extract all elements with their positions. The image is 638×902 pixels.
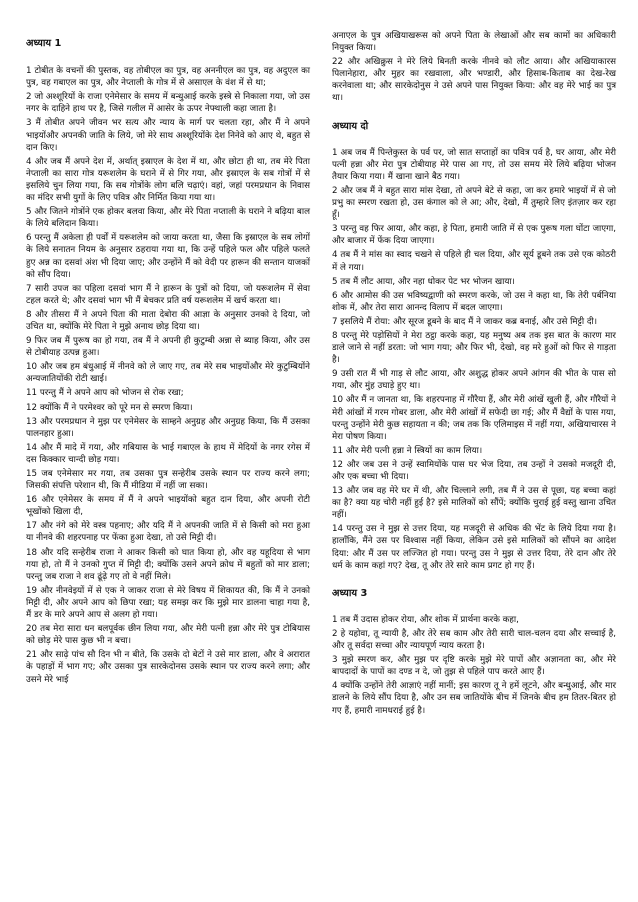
verse: 5 और जितने गोत्रोंने एक होकर बलवा किया, और मेरे पिता नप्ताली के घराने ने बढ़िया बाल के लिये बलिदान किया। (26, 207, 310, 230)
verse: 1 टोबीत के वचनों की पुस्तक, वह तोबीएल का पुत्र, वह अननीएल का पुत्र, वह अदुएल का पुत्र, वह गबाएल का पुत्र, और नेप्ताली के गोत्र में से असाएल के वंश में से था; (26, 66, 310, 89)
verse: 21 और साढ़े पांच सौ दिन भी न बीते, कि उसके दो बेटों ने उसे मार डाला, और वे अरारात के पहाड़ों में भाग गए; और उसका पुत्र सारकेदोनस उसके स्थान पर राज्य करने लगा; और उसने मेरे भाई (26, 650, 310, 685)
verse: 7 इसलिये मैं रोया: और सूरज डूबने के बाद मैं ने जाकर कब्र बनाई, और उसे मिट्टी दी। (332, 316, 598, 327)
chapter-1-heading: अध्याय 1 (26, 38, 62, 49)
right-column (332, 30, 616, 880)
verse: 2 जो अश्शूरियों के राजा एनेमेसार के समय में बन्धुआई करके इस्त्रे से निकाला गया, जो उस नगर के दाहिने हाथ पर है, जिसे गलील में आसेर के ऊपर नेफ्थाली कहा जाता है। (26, 92, 310, 115)
verse: 20 तब मेरा सारा धन बलपूर्वक छीन लिया गया, और मेरी पत्नी हन्ना और मेरे पुत्र टोबियास को छोड़ मेरे पास कुछ भी न बचा। (26, 624, 310, 647)
verse: 1 अब जब मैं पिन्तेकुस्त के पर्व पर, जो सात सप्ताहों का पवित्र पर्व है, घर आया, और मेरी पत्नी हन्ना और मेरा पुत्र टोबीयाह मेरे पास आ गए, तो उस समय मेरे लिये बढ़िया भोजन तैयार किया गया। मैं खाना खाने बैठ गया। (332, 147, 616, 182)
verse: 12 और जब उस ने उन्हें स्वामियोंके पास घर भेज दिया, तब उन्हों ने उसको मजदूरी दी, और एक बच्चा भी दिया। (332, 459, 616, 482)
verse: 10 और मैं न जानता था, कि शहरपनाह में गौरैया हैं, और मेरी आंखें खुली हैं, और गौरैयों ने मेरी आंखों में गरम गोबर डाला, और मेरी आंखों में सफेदी छा गई; और मैं वैद्यों के पास गया, परन्तु उन्होंने मेरी कुछ सहायता न की; जब तक कि एलिमाइस में नहीं गया, अखियाचारस ने मेरा पोषण किया। (332, 395, 616, 442)
verse: 13 और परमप्रधान ने मुझ पर एनेमेसर के साम्हने अनुग्रह और अनुग्रह किया, कि मैं उसका पालनहार हुआ। (26, 416, 310, 439)
chapter-3-verses (332, 614, 616, 717)
verse: 16 और एनेमेसर के समय में मैं ने अपने भाइयोंको बहुत दान दिया, और अपनी रोटी भूखोंको खिला दी, (26, 495, 310, 518)
verse: 15 जब एनेमेसार मर गया, तब उसका पुत्र सन्हेरीब उसके स्थान पर राज्य करने लगा; जिसकी संपत्ति परेशान थी, कि मैं मीडिया में नहीं जा सका। (26, 469, 310, 492)
verse: 19 और नीनवेइयों में से एक ने जाकर राजा से मेरे विषय में शिकायत की, कि मैं ने उनको मिट्टी दी, और अपने आप को छिपा रखा; यह समझ कर कि मुझे मार डालना चाहा गया है, मैं डर के मारे अपने आप से अलग हो गया। (26, 585, 310, 621)
verse: 6 और आमोस की उस भविष्यद्वाणी को स्मरण करके, जो उस ने कहा था, कि तेरी पर्बनिया शोक में, और तेरा सारा आनन्द विलाप में बदल जाएगा। (332, 290, 616, 313)
document-page (26, 30, 616, 880)
verse: 22 और अखिक्रुस ने मेरे लिये बिनती करके नीनवे को लौट आया। और अखियाकारस पिलानेहारा, और मुहर का रखवाला, और भण्डारी, और हिसाब-किताब का देख-रेख करनेवाला था; और सारकेदोनुस ने उसे अपने पास नियुक्त किया: और वह मेरे भाई का पुत्र था। (332, 57, 616, 104)
verse: 3 मुझे स्मरण कर, और मुझ पर दृष्टि करके मुझे मेरे पापों और अज्ञानता का, और मेरे बापदादों के पापों का दण्ड न दे, जो तुझ से पहिले पाप करते आए हैं। (332, 655, 616, 678)
verse: 3 मैं तोबीत अपने जीवन भर सत्य और न्याय के मार्ग पर चलता रहा, और मैं ने अपने भाइयोंऔर अपनकी जाति के लिये, जो मेरे साथ अश्शूरियोंके देश निनेवे को आए थे, बहुत से दान किए। (26, 118, 310, 153)
verse: 4 और जब मैं अपने देश में, अर्थात् इस्राएल के देश में था, और छोटा ही था, तब मेरे पिता नेप्ताली का सारा गोत्र यरूशलेम के घराने में से गिर गया, और इस्राएल के सब गोत्रों में से इसलिये चुन लिया गया, कि सब गोत्रोंके लोग बलि चढ़ाएं। वहां, जहां परमप्रधान के निवास का मंदिर सभी युगों के लिए पवित्र और निर्मित किया गया था। (26, 156, 310, 204)
verse: 2 और जब मैं ने बहुत सारा मांस देखा, तो अपने बेटे से कहा, जा कर हमारे भाइयों में से जो प्रभु का स्मरण रखता हो, उस कंगाल को ले आ; और, देखो, मैं तुम्हारे लिए इंतज़ार कर रहा हूँ। (332, 185, 616, 221)
verse: 11 परन्तु मैं ने अपने आप को भोजन से रोक रखा; (26, 388, 184, 399)
verse: 2 हे यहोवा, तू न्यायी है, और तेरे सब काम और तेरी सारी चाल-चलन दया और सच्चाई है, और तू सर्वदा सच्चा और न्यायपूर्ण न्याय करता है। (332, 628, 616, 652)
verse: 1 तब मैं उदास होकर रोया, और शोक में प्रार्थना करके कहा, (332, 614, 519, 625)
verse: 13 और जब वह मेरे घर में थी, और चिल्लाने लगी, तब मैं ने उस से पूछा, यह बच्चा कहां का है? क्या यह चोरी नहीं हुई है? इसे मालिकों को सौंपें; क्योंकि चुराई हुई वस्तु खाना उचित नहीं। (332, 486, 616, 521)
verse: 14 परन्तु उस ने मुझ से उत्तर दिया, यह मजदूरी से अधिक की भेंट के लिये दिया गया है। हालाँकि, मैंने उस पर विश्वास नहीं किया, लेकिन उसे इसे मालिकों को सौंपने का आदेश दिया: और मैं उस पर लज्जित हो गया। परन्तु उस ने मुझ से उत्तर दिया, तेरे दान और तेरे धर्म के काम कहां गए? देख, तू और तेरे सारे काम प्रगट हो गए हैं। (332, 524, 616, 571)
verse: 8 परन्तु मेरे पड़ोसियों ने मेरा ठट्ठा करके कहा, यह मनुष्य अब तक इस बात के कारण मार डाले जाने से नहीं डरता: जो भाग गया; और फिर भी, देखो, वह मरे हुओं को फिर से गाड़ता है। (332, 330, 616, 366)
left-column (26, 30, 310, 880)
verse: 17 और नंगे को मेरे वस्त्र पहनाए; और यदि मैं ने अपनकी जाति में से किसी को मरा हुआ या नीनवे की शहरपनाह पर फेंका हुआ देखा, तो उसे मिट्टी दी। (26, 521, 310, 544)
verse: 5 तब मैं लौट आया, और नहा धोकर पेट भर भोजन खाया। (332, 276, 515, 287)
chapter-3-heading: अध्याय 3 (332, 587, 368, 599)
verse: 4 क्योंकि उन्होंने तेरी आज्ञाएं नहीं मानीं; इस कारण तू ने हमें लूटने, और बन्धुआई, और मार डालने के लिये सौंप दिया है, और उन सब जातियोंके बीच में जिनके बीच हम तितर-बितर हो गए हैं, हमारी नामधराई हुई है। (332, 681, 616, 716)
verse: 8 और तीसरा मैं ने अपने पिता की माता देबोरा की आज्ञा के अनुसार उनको दे दिया, जो उचित था, क्योंकि मेरे पिता ने मुझे अनाथ छोड़ दिया था। (26, 309, 310, 332)
verse: 12 क्योंकि मैं ने परमेश्वर को पूरे मन से स्मरण किया। (26, 402, 193, 413)
verse: 9 फिर जब मैं पुरूष का हो गया, तब मैं ने अपनी ही कुटुम्बी अन्ना से ब्याह किया, और उस से टोबीयाह उत्पन्न हुआ। (26, 336, 310, 359)
verse: 9 उसी रात मैं भी गाड़ से लौट आया, और अशुद्ध होकर अपने आंगन की भीत के पास सो गया, और मुंह उघाड़े हुए था। (332, 369, 616, 392)
verse: 3 परन्तु वह फिर आया, और कहा, हे पिता, हमारी जाति में से एक पुरूष गला घोंटा जाएगा, और बाजार में फेंक दिया जाएगा। (332, 224, 616, 247)
chapter-2-heading: अध्याय दो (332, 120, 369, 132)
chapter-1-continuation (332, 30, 616, 105)
verse: 6 परन्तु मैं अकेला ही पर्वों में यरूशलेम को जाया करता था, जैसा कि इस्राएल के सब लोगों के लिये सनातन नियम के अनुसार ठहराया गया था, कि उन्हें पहिले फल और पहिले फलते हुए अन्न का दसवां अंश भी दिया जाए; और उन्होंने मैं को वेदी पर हारून की सन्तान याजकों को सौंप दिया। (26, 233, 310, 280)
verse: 11 और मेरी पत्नी हन्ना ने स्त्रियों का काम लिया। (332, 445, 483, 456)
verse: 4 तब मैं ने मांस का स्वाद चखने से पहिले ही चल दिया, और सूर्य डूबने तक उसे एक कोठरी में ले गया। (332, 250, 616, 273)
verse: 18 और यदि सन्हेरीब राजा ने आकर किसी को घात किया हो, और वह यहूदिया से भाग गया हो, तो मैं ने उनको गुप्त में मिट्टी दी; क्योंकि उसने अपने क्रोध में बहुतों को मार डाला; परन्तु जब राजा ने शव ढूंढ़े गए तो वे नहीं मिले। (26, 547, 310, 582)
verse: अनाएल के पुत्र अखियाखरूस को अपने पिता के लेखाओं और सब कामों का अधिकारी नियुक्त किया। (332, 31, 616, 54)
chapter-2-verses (332, 147, 616, 572)
verse: 14 और मैं मादे में गया, और गबियास के भाई गबाएल के हाथ में मेदियों के नगर रगेस में दस किक्कार चान्दी छोड़ गया। (26, 442, 310, 465)
verse: 7 सारी उपज का पहिला दसवां भाग मैं ने हारून के पुत्रों को दिया, जो यरूशलेम में सेवा टहल करते थे; और दसवां भाग भी मैं बेचकर प्रति वर्ष यरूशलेम में खर्च करता था। (26, 283, 310, 306)
verse: 10 और जब हम बंधुआई में नीनवे को ले जाए गए, तब मेरे सब भाइयोंऔर मेरे कुटुम्बियोंने अन्यजातियोंकी रोटी खाई। (26, 362, 310, 385)
chapter-1-verses (26, 65, 310, 686)
